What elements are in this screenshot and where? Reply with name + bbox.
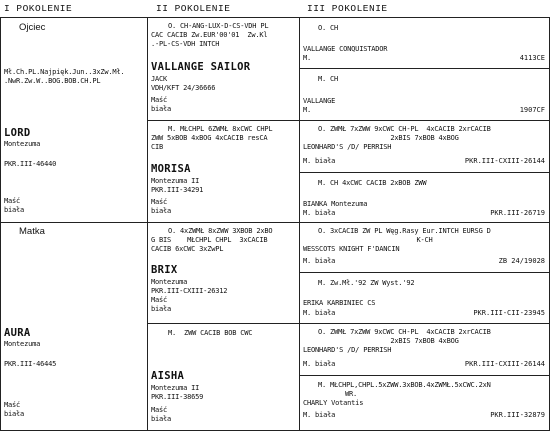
g2-sire-maternal-color: biała bbox=[151, 305, 172, 313]
header-generation-2: II POKOLENIE bbox=[156, 3, 231, 14]
g2-dam-paternal-titles-1: M. MŁCHPL 6ZWMŁ 8xCWC CHPL bbox=[168, 125, 273, 133]
g2-sire-maternal-titles-1: O. 4xZWMŁ 8xZWW 3XBOB 2xBO bbox=[168, 227, 273, 235]
g3-1-name: VALLANGE CONQUISTADOR bbox=[303, 45, 388, 53]
g3-box-2 bbox=[299, 68, 550, 121]
mother-label: Matka bbox=[19, 226, 45, 237]
father-titles-line-1: Mł.Ch.PL.Najpięk.Jun..3xZw.Mł. bbox=[4, 68, 125, 76]
mother-box bbox=[0, 222, 148, 431]
father-box bbox=[0, 17, 148, 223]
g3-4-registration: PKR.III-26719 bbox=[490, 209, 545, 217]
g3-7-registration: PKR.III-CXIII-26144 bbox=[464, 360, 545, 368]
g2-dam-maternal-color: biała bbox=[151, 415, 172, 423]
g3-1-titles-1: O. CH bbox=[318, 24, 339, 32]
father-titles-line-2: .NwR.Zw.W..BOG.BOB.CH.PL bbox=[4, 77, 101, 85]
g2-sire-paternal-titles-1: O. CH-ANG-LUX-D-CS-VDH PL bbox=[168, 22, 269, 30]
g2-dam-maternal-registration: PKR.III-38659 bbox=[151, 393, 204, 401]
g2-dam-paternal-color-label: Maść bbox=[151, 198, 168, 206]
g2-dam-paternal-name: MORISA bbox=[151, 163, 191, 175]
g3-box-3 bbox=[299, 120, 550, 173]
g3-3-name: LEONHARD'S /D/ PERRISH bbox=[303, 143, 392, 151]
g2-sire-maternal-registration: PKR.III-CXIII-26312 bbox=[151, 287, 228, 295]
g2-sire-paternal-color: biała bbox=[151, 105, 172, 113]
g2-dam-maternal-titles-1: M. ZWW CACIB BOB CWC bbox=[168, 329, 253, 337]
g2-sire-maternal-kennel: Montezuma bbox=[151, 278, 188, 286]
g3-5-titles-2: K-CH bbox=[416, 236, 433, 244]
g2-dam-paternal-registration: PKR.III-34291 bbox=[151, 186, 204, 194]
g3-4-name: BIANKA Montezuma bbox=[303, 200, 368, 208]
g3-box-5 bbox=[299, 222, 550, 273]
g3-6-name: ERIKA KARBINIEC CS bbox=[303, 299, 376, 307]
g3-2-titles-1: M. CH bbox=[318, 75, 339, 83]
g3-8-name: CHARLY Votantis bbox=[303, 399, 364, 407]
g3-6-titles-1: M. Zw.Mł.'92 ZW Wyst.'92 bbox=[318, 279, 415, 287]
g2-dam-paternal-color: biała bbox=[151, 207, 172, 215]
g3-5-titles-1: O. 3xCACIB ZW PL Węg.Rasy Eur.INTCH EURSG D bbox=[318, 227, 491, 235]
mother-name: AURA bbox=[4, 327, 31, 339]
g3-box-1 bbox=[299, 17, 550, 69]
g2-sire-maternal-box bbox=[147, 222, 300, 324]
g2-sire-paternal-name: VALLANGE SAILOR bbox=[151, 61, 251, 73]
g3-3-titles-2: 2xBIS 7xBOB 4xBOG bbox=[390, 134, 459, 142]
g2-sire-paternal-titles-3: .-PL-CS-VDH INTCH bbox=[151, 40, 220, 48]
g2-dam-maternal-name: AISHA bbox=[151, 370, 185, 382]
g2-sire-maternal-titles-3: CACIB 6xCWC 3xZwPL bbox=[151, 245, 224, 253]
g2-sire-maternal-titles-2: G BIS MŁCHPL CHPL 3xCACIB bbox=[151, 236, 268, 244]
g3-box-8 bbox=[299, 375, 550, 431]
g2-sire-paternal-titles-2: CAC CACIB Zw.EUR'00'01 Zw.Kl bbox=[151, 31, 268, 39]
g2-sire-maternal-color-label: Maść bbox=[151, 296, 168, 304]
g3-6-sex: M. biała bbox=[303, 309, 336, 317]
mother-color: biała bbox=[4, 410, 25, 418]
g3-7-name: LEONHARD'S /D/ PERRISH bbox=[303, 346, 392, 354]
g3-8-registration: PKR.III-32879 bbox=[490, 411, 545, 419]
g3-5-sex: M. biała bbox=[303, 257, 336, 265]
header-generation-3: III POKOLENIE bbox=[307, 3, 388, 14]
g3-4-sex: M. biała bbox=[303, 209, 336, 217]
mother-color-label: Maść bbox=[4, 401, 21, 409]
g3-1-sex: M. bbox=[303, 54, 312, 62]
g3-8-titles-1: M. MŁCHPL,CHPL.5xZWW.3xBOB.4xZWMŁ.5xCWC.2xN bbox=[318, 381, 491, 389]
g3-7-titles-1: O. ZWMŁ 7xZWW 9xCWC CH-PL 4xCACIB 2xrCACIB bbox=[318, 328, 491, 336]
g3-3-registration: PKR.III-CXIII-26144 bbox=[464, 157, 545, 165]
g3-box-6 bbox=[299, 272, 550, 324]
mother-kennel: Montezuma bbox=[4, 340, 41, 348]
g2-dam-paternal-titles-2: ZWW 5xBOB 4xBOG 4xCACIB resCA bbox=[151, 134, 268, 142]
father-label: Ojciec bbox=[19, 22, 46, 33]
g2-dam-paternal-kennel: Montezuma II bbox=[151, 177, 200, 185]
g3-4-titles-1: M. CH 4xCWC CACIB 2xBOB ZWW bbox=[318, 179, 427, 187]
g2-dam-paternal-titles-3: CIB bbox=[151, 143, 164, 151]
g2-sire-paternal-box bbox=[147, 17, 300, 121]
g3-5-name: WESSCOTS KNIGHT F'DANCIN bbox=[303, 245, 400, 253]
g2-dam-maternal-color-label: Maść bbox=[151, 406, 168, 414]
father-kennel: Montezuma bbox=[4, 140, 41, 148]
g2-sire-maternal-name: BRIX bbox=[151, 264, 178, 276]
g2-dam-maternal-box bbox=[147, 323, 300, 431]
father-color: biała bbox=[4, 206, 25, 214]
g3-8-sex: M. biała bbox=[303, 411, 336, 419]
father-name: LORD bbox=[4, 127, 31, 139]
father-registration: PKR.III-46440 bbox=[4, 160, 57, 168]
g3-2-sex: M. bbox=[303, 106, 312, 114]
g3-7-sex: M. biała bbox=[303, 360, 336, 368]
g3-3-titles-1: O. ZWMŁ 7xZWW 9xCWC CH-PL 4xCACIB 2xrCACIB bbox=[318, 125, 491, 133]
g3-7-titles-2: 2xBIS 7xBOB 4xBOG bbox=[390, 337, 459, 345]
g2-dam-paternal-box bbox=[147, 120, 300, 223]
g3-1-registration: 4113CE bbox=[519, 54, 545, 62]
g3-box-7 bbox=[299, 323, 550, 376]
g3-3-sex: M. biała bbox=[303, 157, 336, 165]
g3-2-registration: 1907CF bbox=[519, 106, 545, 114]
g2-sire-paternal-registration: VDH/KFT 24/36666 bbox=[151, 84, 216, 92]
header-generation-1: I POKOLENIE bbox=[4, 3, 73, 14]
g3-8-titles-2: WR. bbox=[345, 390, 358, 398]
g3-6-registration: PKR.III-CII-23945 bbox=[473, 309, 545, 317]
g2-sire-paternal-kennel: JACK bbox=[151, 75, 168, 83]
g2-sire-paternal-color-label: Maść bbox=[151, 96, 168, 104]
g2-dam-maternal-kennel: Montezuma II bbox=[151, 384, 200, 392]
father-color-label: Maść bbox=[4, 197, 21, 205]
mother-registration: PKR.III-46445 bbox=[4, 360, 57, 368]
g3-5-registration: ZB 24/19028 bbox=[498, 257, 545, 265]
g3-2-name: VALLANGE bbox=[303, 97, 336, 105]
g3-box-4 bbox=[299, 172, 550, 223]
